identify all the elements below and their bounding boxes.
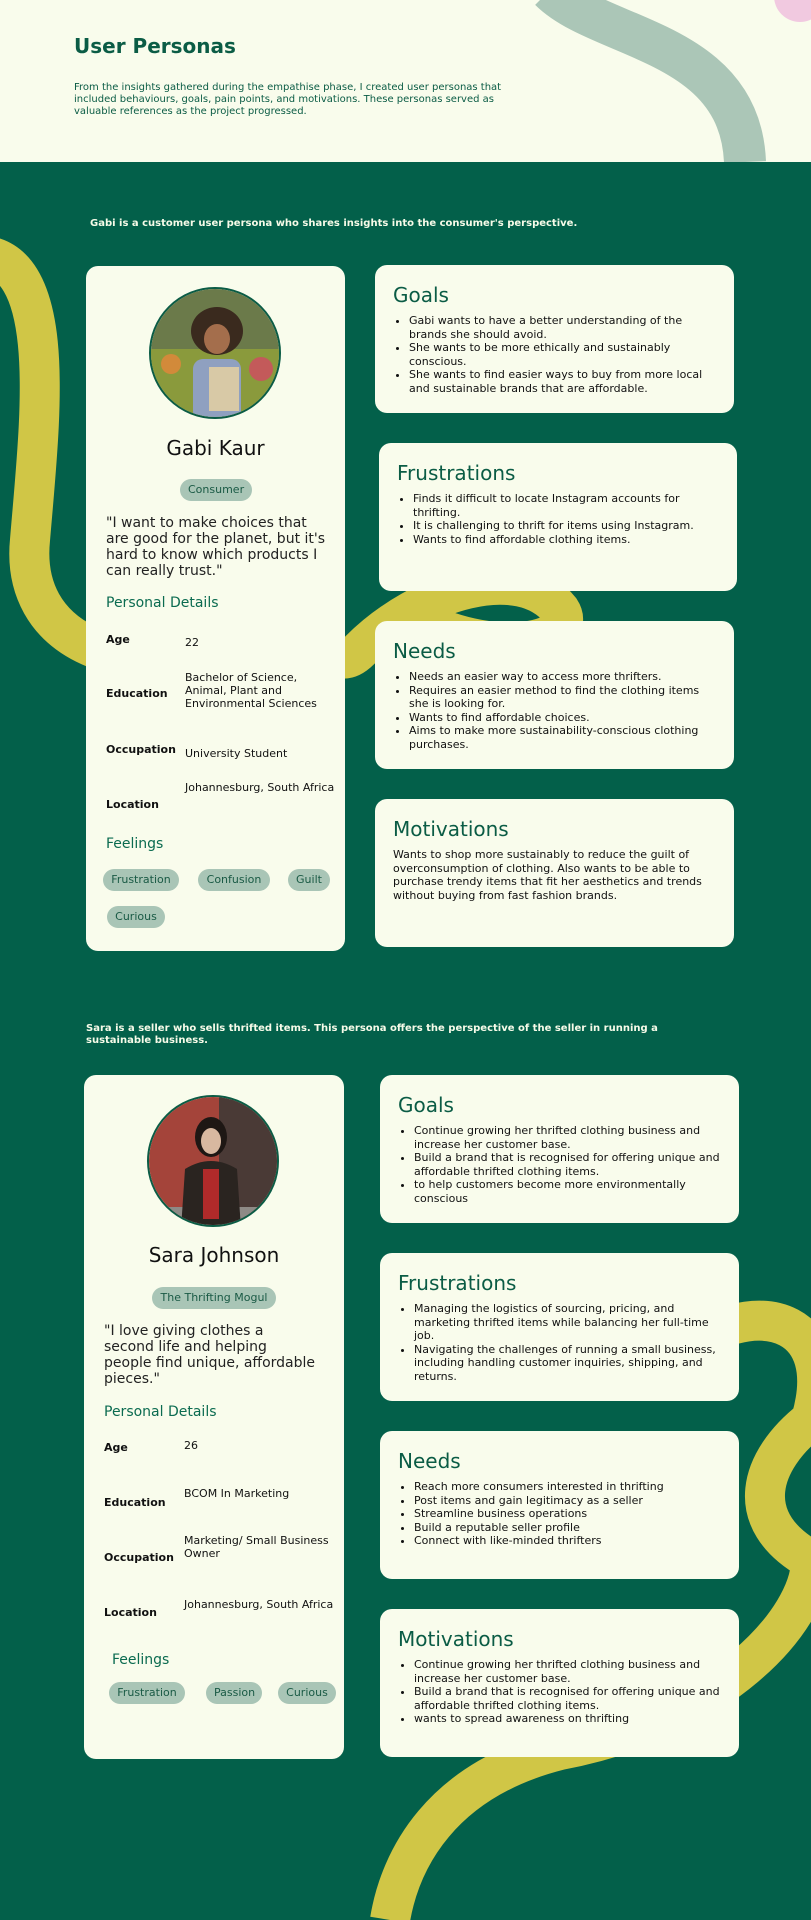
- persona-name: Sara Johnson: [148, 1243, 280, 1267]
- persona-name: Gabi Kaur: [166, 436, 265, 460]
- person-photo-icon: [147, 1095, 279, 1227]
- page-title: User Personas: [74, 34, 236, 58]
- list-item: • Finds it difficult to locate Instagram accounts for thrifting.: [413, 492, 719, 519]
- list-item: • It is challenging to thrift for items using Instagram.: [413, 519, 719, 533]
- needs-list: [414, 1480, 721, 1548]
- list-item: • Reach more consumers interested in thrifting: [414, 1480, 721, 1494]
- list-item: • Wants to find affordable choices.: [409, 711, 716, 725]
- detail-label-occupation: Occupation: [106, 743, 176, 756]
- list-item: • Streamline business operations: [414, 1507, 721, 1521]
- page-header: [0, 0, 811, 162]
- personal-details-title: Personal Details: [104, 1404, 217, 1420]
- persona-role-badge: Consumer: [180, 479, 252, 501]
- goals-title: Goals: [398, 1093, 454, 1117]
- list-item: • Build a brand that is recognised for offering unique and affordable thrifted clothing items.: [414, 1151, 721, 1178]
- feeling-badge: Guilt: [288, 869, 330, 891]
- needs-list: [409, 670, 716, 751]
- persona-profile-card: [84, 1075, 344, 1759]
- list-item: • Needs an easier way to access more thrifters.: [409, 670, 716, 684]
- frustrations-list: [414, 1302, 721, 1383]
- list-item: • Gabi wants to have a better understanding of the brands she should avoid.: [409, 314, 716, 341]
- list-item: • to help customers become more environmentally conscious: [414, 1178, 721, 1205]
- page-description: From the insights gathered during the empathise phase, I created user personas that included behaviours, goals, pain points, and motivations. These personas served as valuable references as the project progressed.: [74, 82, 502, 117]
- detail-value-occupation: University Student: [185, 747, 288, 760]
- needs-card: [375, 621, 734, 769]
- frustrations-card: [380, 1253, 739, 1401]
- persona-profile-card: [86, 266, 345, 951]
- motivations-title: Motivations: [398, 1627, 514, 1651]
- persona-intro: Sara is a seller who sells thrifted items. This persona offers the perspective of the seller in running a sustainable business.: [86, 1023, 658, 1046]
- persona-intro: Gabi is a customer user persona who shares insights into the consumer's perspective.: [90, 218, 578, 229]
- feelings-title: Feelings: [106, 836, 164, 852]
- detail-label-education: Education: [106, 687, 168, 700]
- motivations-text: Wants to shop more sustainably to reduce the guilt of overconsumption of clothing. Also wants to be able to purchase trendy items that fit her aesthetics and trends without buying from fast fashion brands.: [393, 848, 702, 902]
- detail-label-education: Education: [104, 1496, 166, 1509]
- detail-label-age: Age: [104, 1441, 128, 1454]
- list-item: • Post items and gain legitimacy as a seller: [414, 1494, 721, 1508]
- frustrations-list: [413, 492, 719, 546]
- goals-title: Goals: [393, 283, 449, 307]
- detail-value-location: Johannesburg, South Africa: [185, 781, 335, 794]
- frustrations-title: Frustrations: [397, 461, 516, 485]
- frustrations-title: Frustrations: [398, 1271, 517, 1295]
- feeling-badge: Frustration: [109, 1682, 185, 1704]
- detail-label-location: Location: [104, 1606, 157, 1619]
- list-item: • Build a reputable seller profile: [414, 1521, 721, 1535]
- detail-value-education: Bachelor of Science, Animal, Plant and Environmental Sciences: [185, 671, 317, 710]
- list-item: • Build a brand that is recognised for offering unique and affordable thrifted clothing items.: [414, 1685, 721, 1712]
- feeling-badge: Passion: [206, 1682, 262, 1704]
- feeling-badge: Frustration: [103, 869, 179, 891]
- detail-label-occupation: Occupation: [104, 1551, 174, 1564]
- feeling-badge: Curious: [107, 906, 165, 928]
- needs-title: Needs: [398, 1449, 461, 1473]
- needs-title: Needs: [393, 639, 456, 663]
- person-photo-icon: [149, 287, 281, 419]
- detail-value-location: Johannesburg, South Africa: [184, 1598, 334, 1611]
- list-item: • Requires an easier method to find the clothing items she is looking for.: [409, 684, 716, 711]
- motivations-list: [414, 1658, 721, 1726]
- list-item: • She wants to find easier ways to buy from more local and sustainable brands that are affordable.: [409, 368, 716, 395]
- list-item: • Navigating the challenges of running a small business, including handling customer inquiries, shipping, and returns.: [414, 1343, 721, 1384]
- detail-value-age: 26: [184, 1439, 198, 1452]
- needs-card: [380, 1431, 739, 1579]
- detail-value-occupation: Marketing/ Small Business Owner: [184, 1534, 329, 1560]
- persona-quote: "I love giving clothes a second life and helping people find unique, affordable pieces.": [104, 1323, 315, 1387]
- goals-card: [380, 1075, 739, 1223]
- detail-label-age: Age: [106, 633, 130, 646]
- persona-quote: "I want to make choices that are good for the planet, but it's hard to know which products I can really trust.": [106, 515, 326, 579]
- motivations-title: Motivations: [393, 817, 509, 841]
- list-item: • Managing the logistics of sourcing, pricing, and marketing thrifted items while balancing her full-time job.: [414, 1302, 721, 1343]
- persona-role-badge: The Thrifting Mogul: [152, 1287, 276, 1309]
- feeling-badge: Curious: [278, 1682, 336, 1704]
- goals-list: [414, 1124, 721, 1205]
- frustrations-card: [379, 443, 737, 591]
- motivations-card: [380, 1609, 739, 1757]
- list-item: • Wants to find affordable clothing items.: [413, 533, 719, 547]
- personal-details-title: Personal Details: [106, 595, 219, 611]
- detail-label-location: Location: [106, 798, 159, 811]
- list-item: • wants to spread awareness on thrifting: [414, 1712, 721, 1726]
- feelings-title: Feelings: [112, 1652, 170, 1668]
- feeling-badge: Confusion: [198, 869, 270, 891]
- list-item: • Continue growing her thrifted clothing business and increase her customer base.: [414, 1658, 721, 1685]
- goals-list: [409, 314, 716, 395]
- header-decoration: [0, 0, 811, 162]
- list-item: • She wants to be more ethically and sustainably conscious.: [409, 341, 716, 368]
- detail-value-age: 22: [185, 636, 199, 649]
- goals-card: [375, 265, 734, 413]
- motivations-card: [375, 799, 734, 947]
- list-item: • Continue growing her thrifted clothing business and increase her customer base.: [414, 1124, 721, 1151]
- detail-value-education: BCOM In Marketing: [184, 1487, 290, 1500]
- list-item: • Connect with like-minded thrifters: [414, 1534, 721, 1548]
- list-item: • Aims to make more sustainability-conscious clothing purchases.: [409, 724, 716, 751]
